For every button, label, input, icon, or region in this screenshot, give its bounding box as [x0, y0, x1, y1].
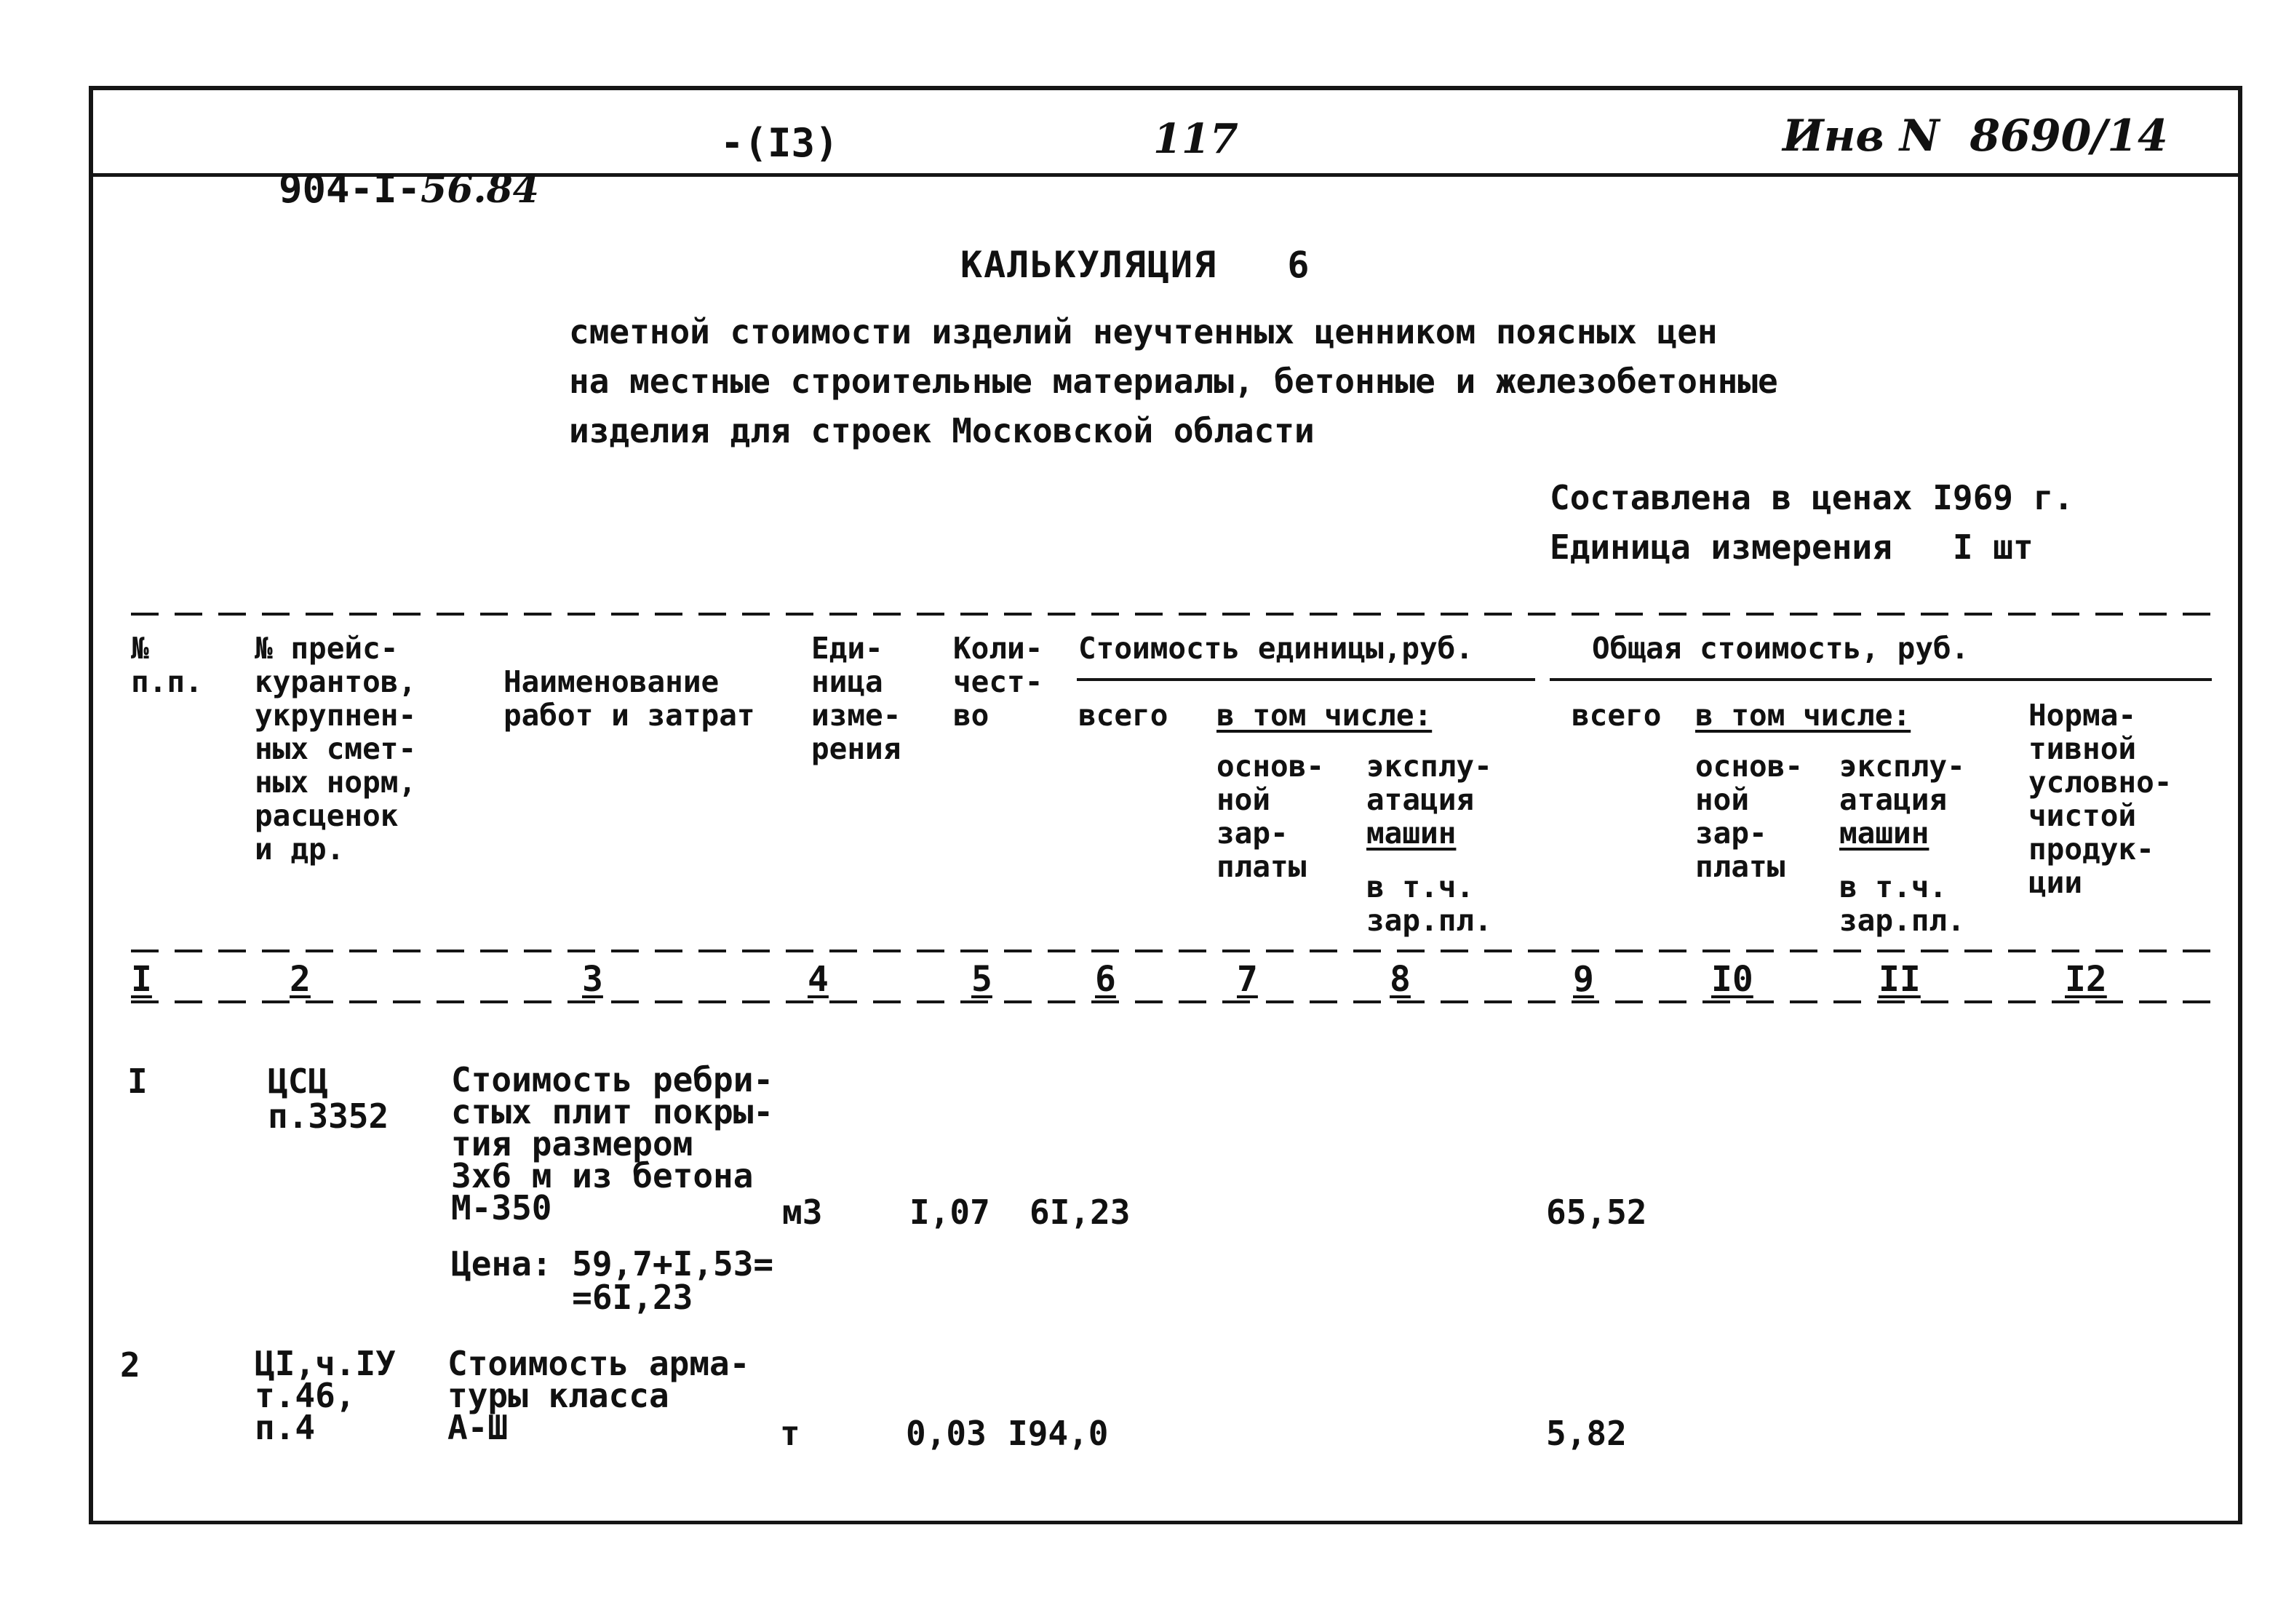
col-header-unit: Еди- ница изме- рения — [811, 631, 901, 766]
price-basis: Составлена в ценах I969 г. — [1550, 478, 2074, 517]
col-number: II — [1879, 959, 1921, 1000]
document-title: КАЛЬКУЛЯЦИЯ 6 — [960, 244, 1311, 286]
col-header-qty: Коли- чест- во — [953, 631, 1043, 733]
col-header-ref: № прейс- курантов, укрупнен- ных смет- ных норм, расценок и др. — [255, 631, 417, 867]
row-unit: т — [780, 1414, 800, 1453]
col-header-unit-ekspl: эксплу- атация — [1366, 749, 1492, 817]
col-number: 9 — [1573, 959, 1594, 1000]
col-header-unit-mashin: машин — [1366, 816, 1457, 851]
col-header-total-osn: основ- ной зар- платы — [1695, 749, 1804, 884]
doc-code — [231, 120, 539, 212]
col-header-unit-incl: в том числе: — [1216, 698, 1433, 733]
col-header-total-vtch: в т.ч. зар.пл. — [1839, 869, 1965, 938]
col-header-total-vsego: всего — [1572, 698, 1662, 733]
col-header-total-ekspl: эксплу- атация — [1839, 749, 1965, 817]
unit-of-measure: Единица измерения I шт — [1550, 528, 2034, 567]
inventory-number: Инв N 8690/14 — [1783, 111, 2168, 162]
row-total-cost: 5,82 — [1546, 1414, 1627, 1453]
col-header-unit-vsego: всего — [1078, 698, 1168, 733]
col-number: I — [131, 959, 152, 1000]
row-price-note: Цена: 59,7+I,53= =6I,23 — [451, 1244, 774, 1317]
column-number-rule — [131, 1000, 2212, 1003]
col-number: I0 — [1711, 959, 1753, 1000]
total-cost-rule — [1550, 678, 2212, 681]
row-reference: ЦI,ч.IУ т.46, п.4 — [255, 1344, 396, 1447]
table-top-rule — [131, 613, 2212, 616]
row-unit-cost-total: 6I,23 — [1029, 1193, 1131, 1232]
row-unit-cost-total: I94,0 — [1008, 1414, 1109, 1453]
col-number: 7 — [1237, 959, 1258, 1000]
header-bottom-rule — [131, 950, 2212, 952]
col-number: 2 — [290, 959, 311, 1000]
subtitle-line-2: на местные строительные материалы, бетонные и железобетонные — [569, 362, 1778, 401]
col-header-total-cost: Общая стоимость, руб. — [1592, 631, 1970, 666]
col-header-norm: Норма- тивной условно- чистой продук- ции — [2028, 698, 2172, 900]
subtitle-line-1: сметной стоимости изделий неучтенных ценником поясных цен — [569, 312, 1718, 351]
col-header-name: Наименование работ и затрат — [503, 664, 755, 733]
col-number: I2 — [2065, 959, 2107, 1000]
unit-cost-rule — [1077, 678, 1535, 681]
row-reference: ЦСЦ п.3352 — [268, 1062, 389, 1136]
page-number: 117 — [1153, 115, 1238, 163]
col-number: 4 — [808, 959, 829, 1000]
row-total-cost: 65,52 — [1546, 1193, 1647, 1232]
col-header-no: № п.п. — [131, 631, 203, 699]
row-quantity: I,07 — [909, 1193, 990, 1232]
col-number: 5 — [971, 959, 992, 1000]
row-unit: м3 — [782, 1193, 823, 1232]
col-header-unit-vtch: в т.ч. зар.пл. — [1366, 869, 1492, 938]
row-number: 2 — [120, 1345, 140, 1385]
doc-code-printed: 904-I- — [279, 166, 421, 212]
sheet-number: -(I3) — [720, 120, 839, 166]
subtitle-line-3: изделия для строек Московской области — [569, 411, 1315, 450]
col-number: 6 — [1095, 959, 1116, 1000]
row-quantity: 0,03 — [906, 1414, 987, 1453]
col-header-total-incl: в том числе: — [1695, 698, 1911, 733]
doc-code-handwritten: 56.84 — [421, 167, 539, 212]
col-number: 3 — [582, 959, 603, 1000]
row-name: Стоимость арма- туры класса А-Ш — [447, 1344, 750, 1447]
row-name: Стоимость ребри- стых плит покры- тия размером 3х6 м из бетона М-350 — [451, 1060, 774, 1227]
row-number: I — [127, 1062, 148, 1101]
col-number: 8 — [1390, 959, 1411, 1000]
col-header-unit-osn: основ- ной зар- платы — [1216, 749, 1325, 884]
col-header-unit-cost: Стоимость единицы,руб. — [1078, 631, 1474, 666]
col-header-total-mashin: машин — [1839, 816, 1929, 851]
